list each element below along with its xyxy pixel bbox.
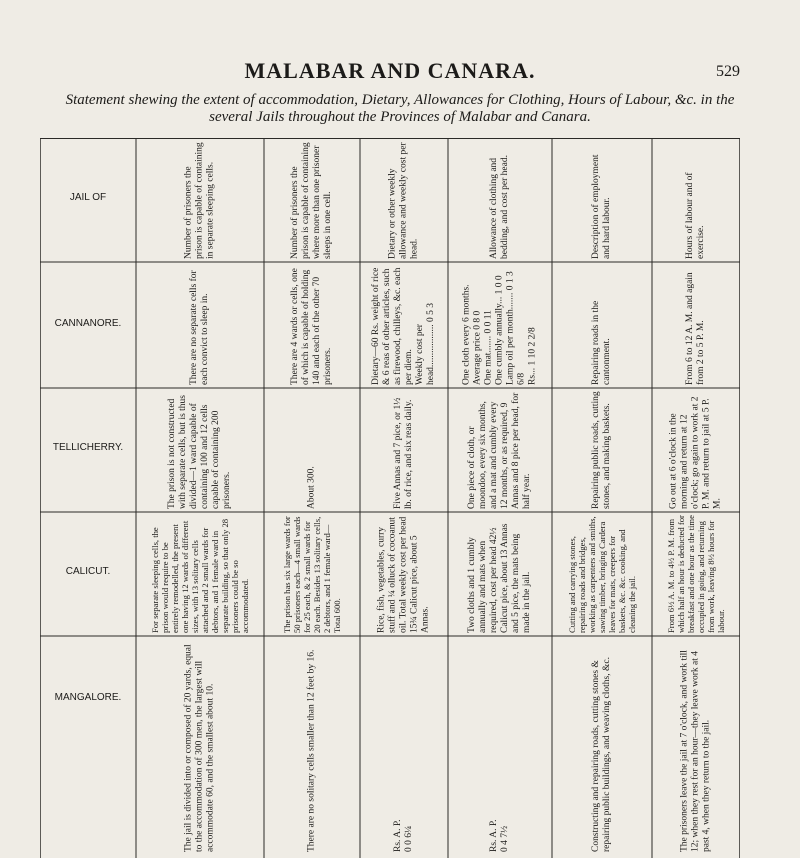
running-title: MALABAR AND CANARA. <box>244 58 536 83</box>
cell-text: Rice, fish, vegetables, curry stuff and ¼ olluck of cocoanut oil. Total weekly cost per head 15¾ Calicut pice, about 5 Annas. <box>376 516 431 633</box>
table-cell <box>360 262 448 388</box>
table-cell <box>652 636 740 858</box>
page-header <box>40 58 740 82</box>
column-heading: Description of employment and hard labour. <box>591 154 612 259</box>
header-cell <box>448 138 552 262</box>
cell-text: One cloth every 6 months. Average price 0 8 0 One mat....... 0 0 11 One cumbly annually... 1 0 0 Lamp oil per month....... 0 1 3 6/8 Rs... 1 10 2 2/8 <box>461 271 538 385</box>
column-header-jail: JAIL OF <box>69 192 107 203</box>
jail-name: CANNANORE. <box>54 318 122 329</box>
header-cell <box>360 138 448 262</box>
table-cell <box>136 512 264 636</box>
jail-name: MANGALORE. <box>54 692 122 703</box>
column-heading: Number of prisoners the prison is capable of containing in separate sleeping cells. <box>183 142 216 259</box>
cell-text: Go out at 6 o'clock in the morning and return at 12 o'clock; go again to work at 2 P. M. and return to jail at 5 P. M. <box>668 396 723 509</box>
table-row-cannanore <box>40 262 136 388</box>
table-caption: Statement shewing the extent of accommodation, Dietary, Allowances for Clothing, Hours of Labour, &c. in the several Jails throughout the Provinces of Malabar and Canara. <box>65 92 735 125</box>
jail-name: TELLICHERRY. <box>52 442 124 453</box>
cell-text: There are 4 wards or cells, one of which is capable of holding 140 and each of the other 70 prisoners. <box>290 268 333 385</box>
cell-text: There are no separate cells for each convict to sleep in. <box>189 270 210 385</box>
table-cell <box>264 262 360 388</box>
cell-text: The prison is not constructed with separate cells, but is thus divided—1 ward capable of containing 100 and 12 cells capable of containing 200 prisoners. <box>167 395 232 509</box>
table-cell <box>360 388 448 512</box>
table-cell <box>264 512 360 636</box>
table-cell <box>652 388 740 512</box>
column-heading: Allowance of clothing and bedding, and cost per head. <box>489 155 510 259</box>
table-row-mangalore <box>40 636 136 858</box>
cell-text: Dietary—60 Rs. weight of rice & 6 reas of other articles, such as firewood, chilleys, &c. each per diem. Weekly cost per head.................. 0 5 3 <box>371 267 436 385</box>
cell-text: From 6½ A. M. to 4½ P. M. from which half an hour is deducted for breakfast and one hour as the time occupied in going, and returning from work, leaving 8½ hours for labour. <box>666 515 726 633</box>
cell-text: Cutting and carrying stones, repairing roads and bridges, working as carpenters and smiths, sawing timber, bringing Cardera leaves for mats, creepers for baskets, &c. &c. cooking, and cleaning the jail. <box>567 516 637 633</box>
column-heading: Dietary or other weekly allowance and weekly cost per head. <box>387 142 420 259</box>
cell-text: The prison has six large wards for 50 prisoners each—4 small wards for 25 each, & 2 small wards for 20 each. Besides 13 solitary cells, 2 debtors, and 1 female ward—Total 600. <box>282 516 342 633</box>
table-row-calicut <box>40 512 136 636</box>
table-cell <box>264 636 360 858</box>
cell-text: For separate sleeping cells, the prison would require to be entirely remodelled, the present one having 12 wards of different sizes, with 13 solitary cells attached and 2 small wards for debtors, and 1 female ward in separate building, so that only 28 prisoners could be so accommodated. <box>150 518 250 633</box>
table-cell <box>136 262 264 388</box>
cell-text: The jail is divided into or composed of 20 yards, equal to the accommodation of 300 men, the largest will accommodate 60, and the smallest about 10. <box>183 644 216 852</box>
table-cell <box>360 636 448 858</box>
header-cell <box>264 138 360 262</box>
header-cell <box>552 138 652 262</box>
cell-text: Two cloths and 1 cumbly annually and mats when required, cost per head 42½ Calicut pice, about 13 Annas and 5 pice, the mats being made in the jail. <box>467 523 532 633</box>
table-cell <box>552 512 652 636</box>
table-cell <box>448 636 552 858</box>
table-cell <box>448 512 552 636</box>
cell-text: Repairing public roads, cutting stones, and making baskets. <box>591 391 612 509</box>
column-heading: Hours of labour and of exercise. <box>685 172 706 259</box>
cell-text: There are no solitary cells smaller than 12 feet by 16. <box>306 649 317 852</box>
cell-text: Constructing and repairing roads, cutting stones & repairing public buildings, and weaving cloths, &c. <box>591 657 612 852</box>
header-cell-jail <box>40 138 136 262</box>
table-cell <box>652 262 740 388</box>
table-cell <box>136 388 264 512</box>
cell-text: About 300. <box>306 466 317 509</box>
header-cell <box>652 138 740 262</box>
table-cell <box>652 512 740 636</box>
table-cell <box>552 636 652 858</box>
jail-statement-table <box>40 138 740 858</box>
page-number: 529 <box>716 63 740 80</box>
table-cell <box>448 388 552 512</box>
table-cell <box>552 388 652 512</box>
jail-name: CALICUT. <box>65 566 111 577</box>
table-cell <box>264 388 360 512</box>
cell-text: Rs. A. P. 0 4 7½ <box>489 819 510 852</box>
table-cell <box>448 262 552 388</box>
cell-text: Five Annas and 7 pice, or 1½ lb. of rice, and six reas daily. <box>393 397 414 509</box>
cell-text: One piece of cloth, or moondoo, every six months, and a mat and cumbly every 12 months, or as required, 9 Annas and 8 pice per head, for half year. <box>467 392 532 509</box>
cell-text: The prisoners leave the jail at 7 o'clock, and work till 12; when they rest for an hour—they leave work at 4 past 4, when they return to the jail. <box>679 650 712 852</box>
table-cell <box>360 512 448 636</box>
cell-text: Repairing roads in the cantonment. <box>591 300 612 385</box>
cell-text: From 6 to 12 A. M. and again from 2 to 5 P. M. <box>685 272 706 385</box>
header-cell <box>136 138 264 262</box>
table-cell <box>136 636 264 858</box>
column-heading: Number of prisoners the prison is capable of containing where more than one prisoner sleeps in one cell. <box>290 142 333 259</box>
cell-text: Rs. A. P. 0 0 6¼ <box>393 819 414 852</box>
table-cell <box>552 262 652 388</box>
table-row-tellicherry <box>40 388 136 512</box>
